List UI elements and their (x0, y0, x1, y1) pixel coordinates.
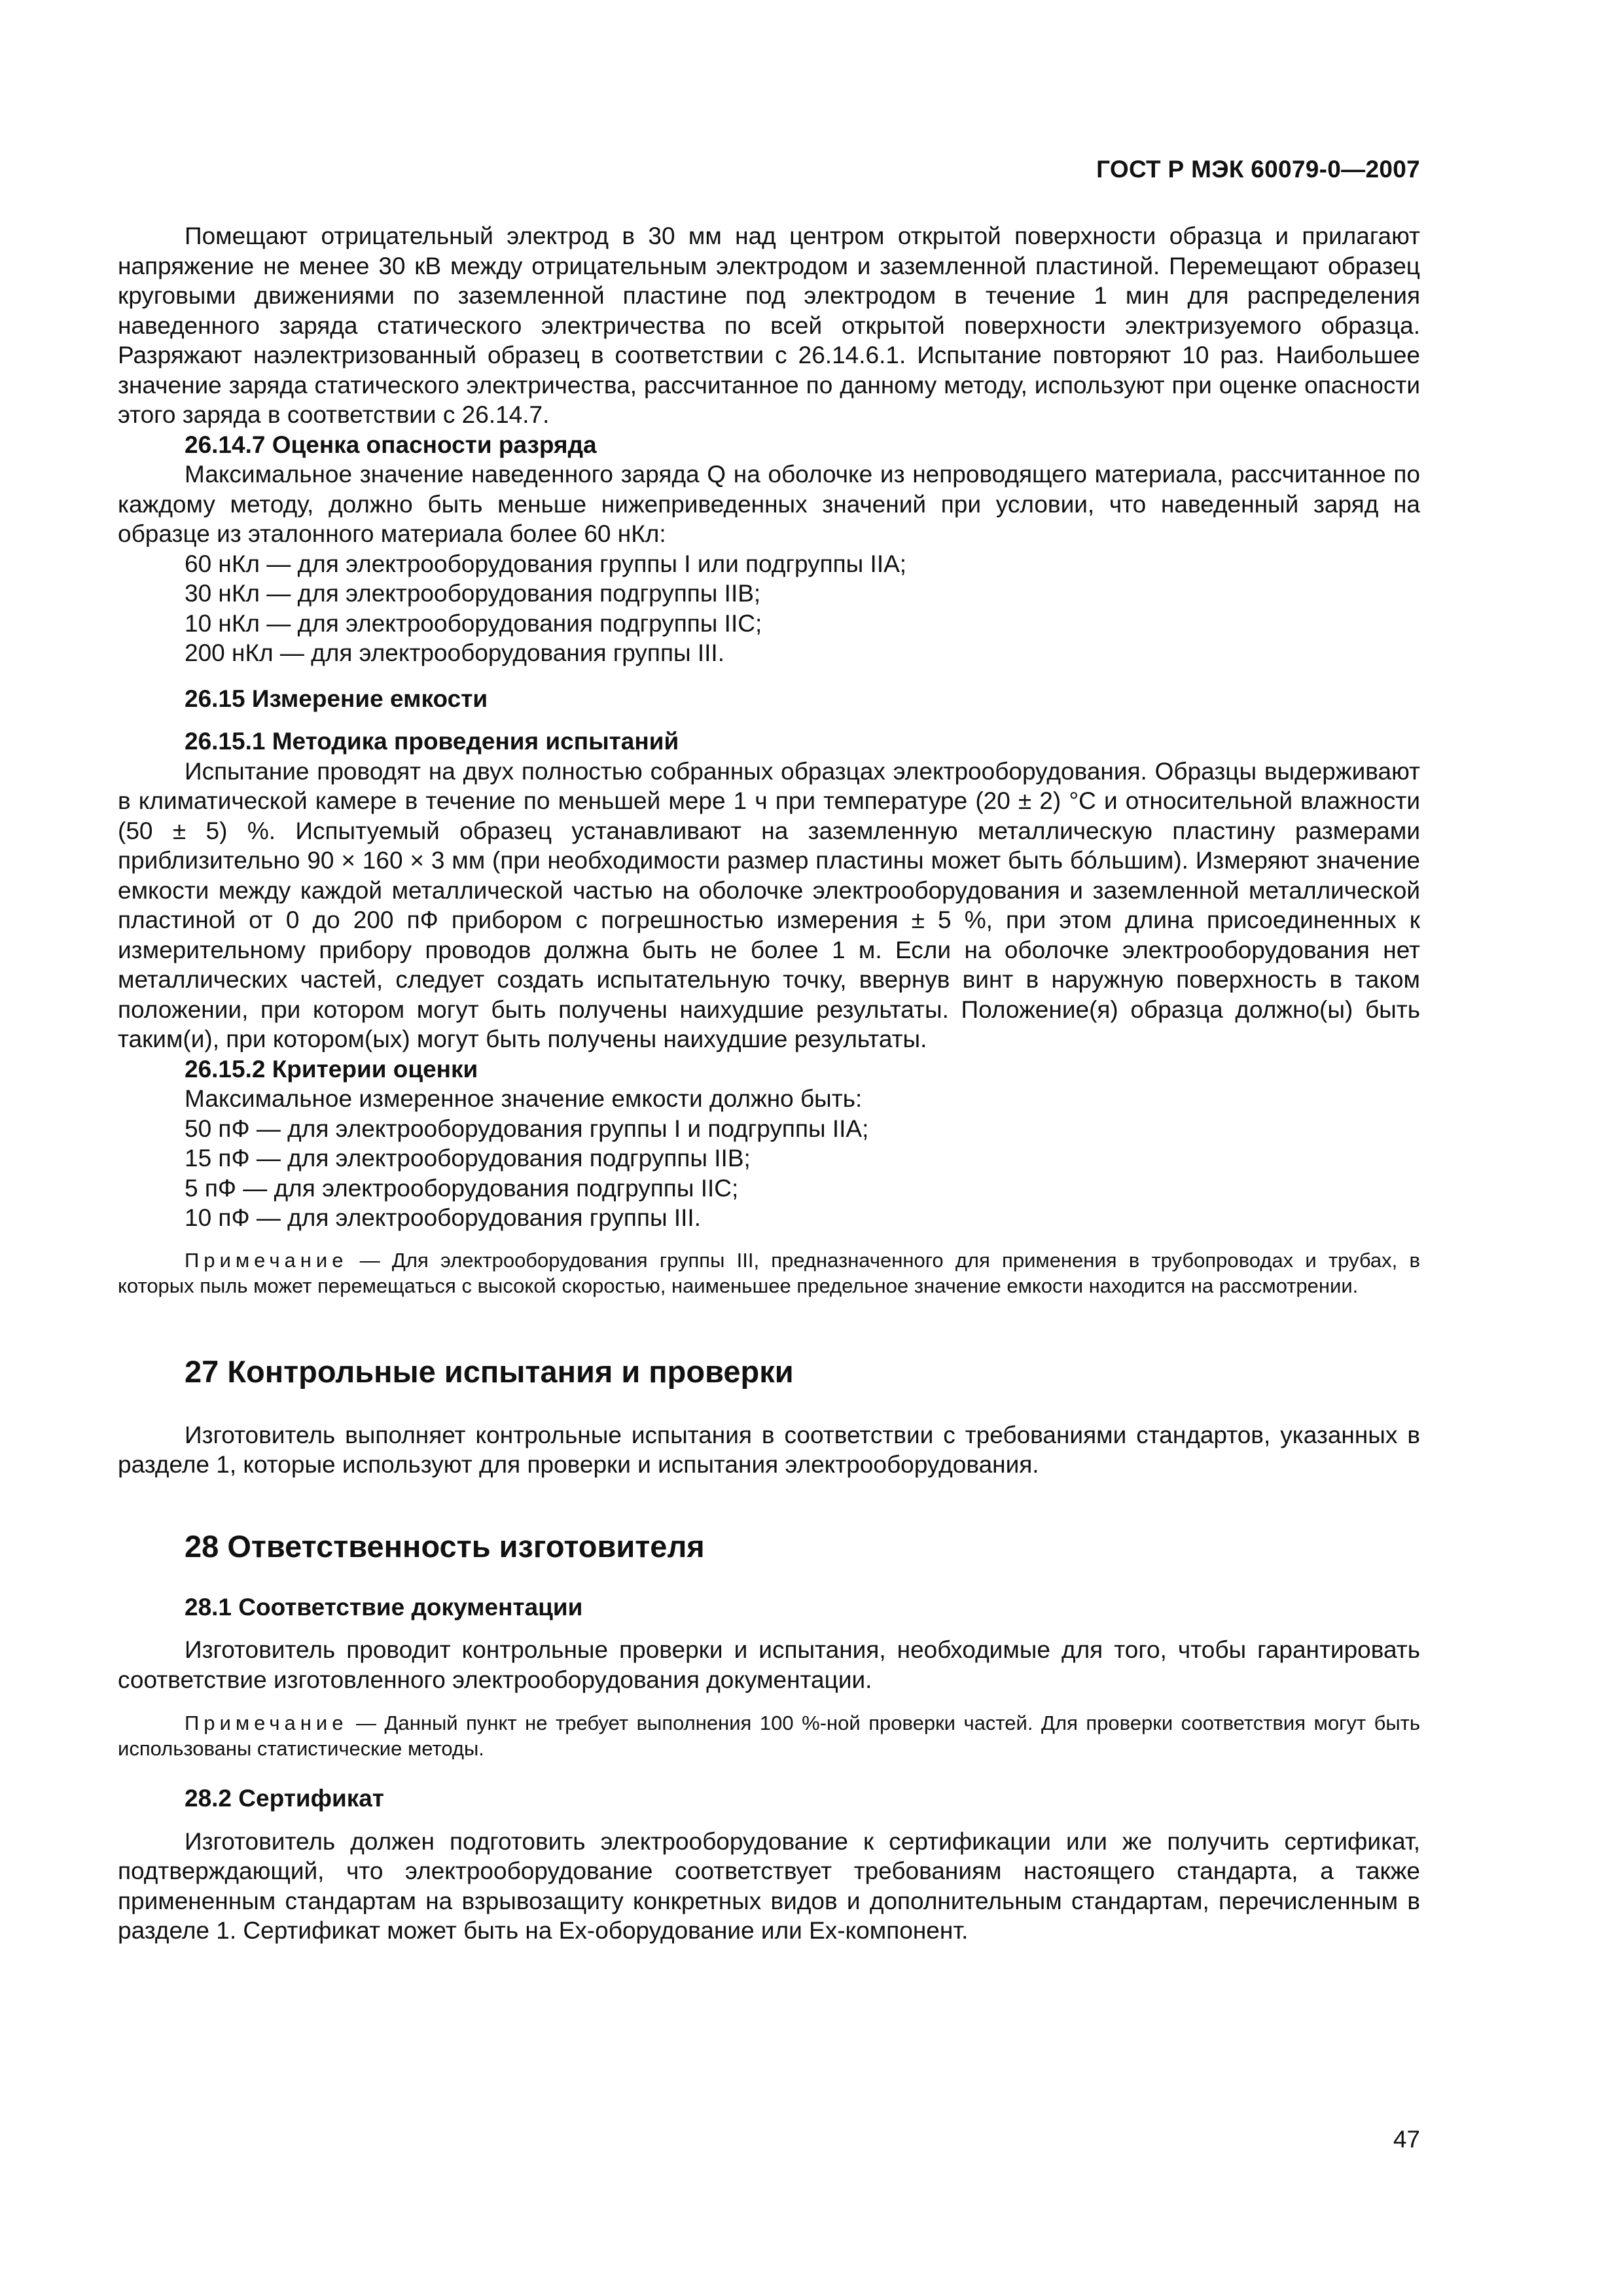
paragraph-max-charge: Максимальное значение наведенного заряда Q на оболочке из непроводящего материала, рассчитанное по каждому методу, должно быть меньше нижеприведенных значений при условии, что наведенный заряд на образце из эталонного материала более 60 нКл: (118, 461, 1420, 547)
heading-28-1: 28.1 Соответствие документации (185, 1593, 583, 1621)
note-group-iii (118, 1247, 1420, 1299)
list-item-capacitance: 10 пФ — для электрооборудования группы III. (185, 1204, 701, 1231)
list-item-capacitance: 5 пФ — для электрооборудования подгруппы IIС; (185, 1174, 739, 1202)
heading-26-15: 26.15 Измерение емкости (185, 685, 488, 712)
paragraph-documentation: Изготовитель проводит контрольные проверки и испытания, необходимые для того, чтобы гарантировать соответствие изготовленного электрооборудования документации. (118, 1636, 1420, 1693)
paragraph-routine-tests: Изготовитель выполняет контрольные испытания в соответствии с требованиями стандартов, указанных в разделе 1, которые используют для проверки и испытания электрооборудования. (118, 1421, 1420, 1478)
document-body (118, 221, 1420, 1946)
list-item-capacitance: 50 пФ — для электрооборудования группы I и подгруппы IIА; (185, 1115, 869, 1142)
note-label: Примечание (185, 1248, 348, 1272)
note-label: Примечание (185, 1712, 348, 1734)
paragraph-capacitance-method: Испытание проводят на двух полностью собранных образцах электрооборудования. Образцы выдерживают в климатической камере в течение по меньшей мере 1 ч при температуре (20 ± 2) °С и относительной влажности (50 ± 5) %. Испытуемый образец устанавливают на заземленную металлическую пластину размерами приблизительно 90 × 160 × 3 мм (при необходимости размер пластины может быть бóльшим). Измеряют значение емкости между каждой металлической частью на оболочке электрооборудования и заземленной металлической пластиной от 0 до 200 пФ прибором с погрешностью измерения ± 5 %, при этом длина присоединенных к измерительному прибору проводов должна быть не более 1 м. Если на оболочке электрооборудования нет металлических частей, следует создать испытательную точку, ввернув винт в наружную поверхность в таком положении, при котором могут быть получены наихудшие результаты. Положение(я) образца должно(ы) быть таким(и), при котором(ых) могут быть получены наихудшие результаты. (118, 757, 1420, 1052)
list-item-charge: 10 нКл — для электрооборудования подгруппы IIС; (185, 609, 762, 637)
list-item-capacitance: 15 пФ — для электрооборудования подгруппы IIВ; (185, 1145, 751, 1172)
note-sampling (118, 1710, 1420, 1761)
document-page (118, 0, 1420, 2296)
list-item-charge: 30 нКл — для электрооборудования подгруппы IIВ; (185, 580, 761, 607)
paragraph-electrode-procedure: Помещают отрицательный электрод в 30 мм над центром открытой поверхности образца и прилагают напряжение не менее 30 кВ между отрицательным электродом и заземленной пластиной. Перемещают образец круговыми движениями по заземленной пластине под электродом в течение 1 мин для распределения наведенного заряда статического электричества по всей открытой поверхности электризуемого образца. Разряжают наэлектризованный образец в соответствии с 26.14.6.1. Испытание повторяют 10 раз. Наибольшее значение заряда статического электричества, рассчитанное по данному методу, используют при оценке опасности этого заряда в соответствии с 26.14.7. (118, 223, 1420, 428)
list-item-charge: 60 нКл — для электрооборудования группы I или подгруппы IIА; (185, 550, 907, 577)
note-text: — Для электрооборудования группы III, предназначенного для применения в трубопроводах и трубах, в которых пыль может перемещаться с высокой скоростью, наименьшее предельное значение емкости находится на рассмотрении. (118, 1248, 1420, 1297)
heading-28-2: 28.2 Сертификат (185, 1785, 384, 1812)
paragraph-max-capacitance: Максимальное измеренное значение емкости должно быть: (185, 1085, 863, 1112)
heading-26-15-1: 26.15.1 Методика проведения испытаний (185, 728, 679, 755)
heading-section-27: 27 Контрольные испытания и проверки (185, 1354, 794, 1389)
list-item-charge: 200 нКл — для электрооборудования группы III. (185, 639, 724, 666)
page-number: 47 (1393, 2126, 1420, 2153)
note-text: — Данный пункт не требует выполнения 100 %-ной проверки частей. Для проверки соответствия могут быть использованы статистические методы. (118, 1712, 1420, 1760)
heading-26-14-7: 26.14.7 Оценка опасности разряда (185, 431, 597, 458)
paragraph-certificate: Изготовитель должен подготовить электрооборудование к сертификации или же получить сертификат, подтверждающий, что электрооборудование соответствует требованиям настоящего стандарта, а также примененным стандартам на взрывозащиту конкретных видов и дополнительным стандартам, перечисленным в разделе 1. Сертификат может быть на Ex-оборудование или Ex-компонент. (118, 1827, 1420, 1944)
heading-26-15-2: 26.15.2 Критерии оценки (185, 1055, 478, 1083)
document-header: ГОСТ Р МЭК 60079-0—2007 (1096, 156, 1420, 183)
heading-section-28: 28 Ответственность изготовителя (185, 1528, 705, 1564)
